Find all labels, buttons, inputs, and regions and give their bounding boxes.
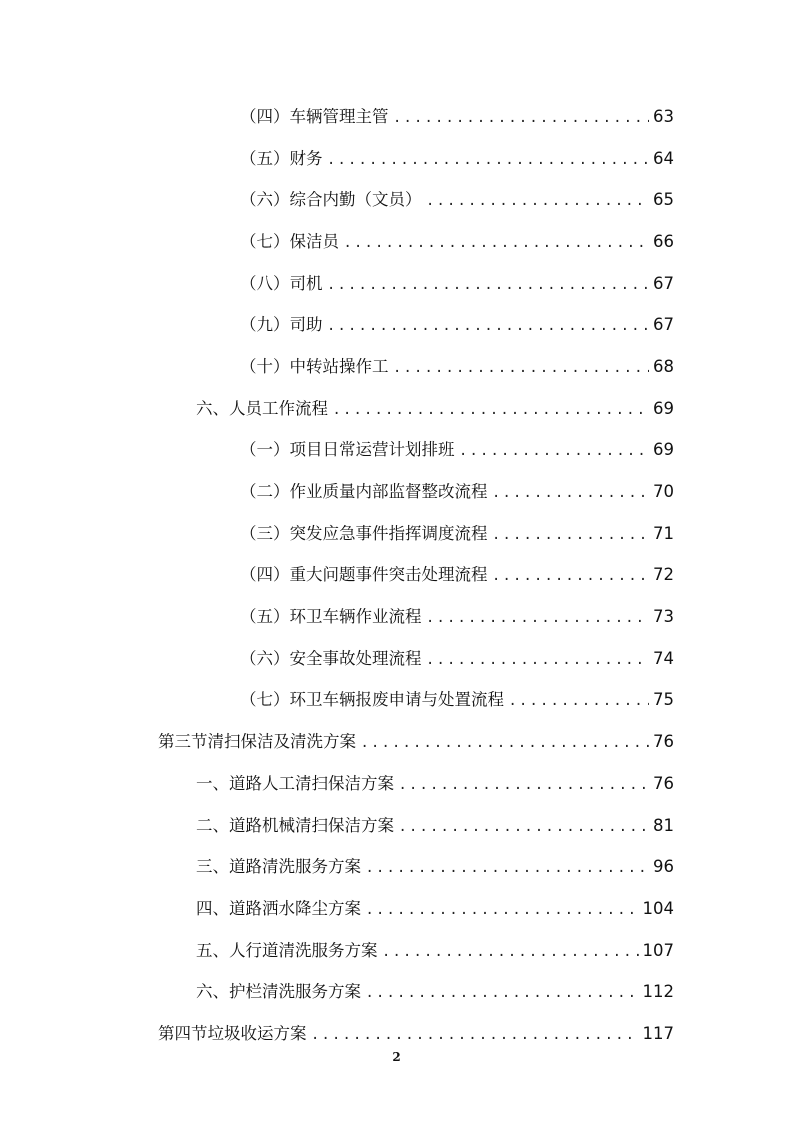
toc-entry-title: 重大问题事件突击处理流程 (289, 565, 488, 585)
dot-leader (345, 232, 649, 252)
toc-entry-title: 道路人工清扫保洁方案 (229, 773, 394, 793)
toc-entry-number: 六、 (196, 398, 229, 418)
toc-entry-page: 96 (653, 857, 674, 877)
toc-entry-number: （五） (240, 148, 290, 168)
toc-entry-page: 70 (653, 482, 674, 502)
dot-leader (367, 857, 649, 877)
toc-entry-title: 道路洒水降尘方案 (229, 898, 361, 918)
toc-entry-page: 73 (653, 607, 674, 627)
toc-entry-number: （六） (240, 190, 290, 210)
toc-entry-page: 72 (653, 565, 674, 585)
toc-entry-page: 66 (653, 231, 674, 251)
toc-entry-number: （四） (240, 565, 290, 585)
toc-entry[interactable] (0, 388, 793, 430)
toc-entry-number: （七） (240, 231, 290, 251)
toc-entry-title: 车辆管理主管 (289, 106, 389, 126)
toc-entry-number: 第三节 (158, 732, 208, 752)
toc-entry-number: 六、 (196, 982, 229, 1002)
toc-entry[interactable] (0, 805, 793, 847)
toc-entry-page: 67 (653, 315, 674, 335)
toc-entry-title: 安全事故处理流程 (289, 648, 422, 668)
toc-entry[interactable] (0, 513, 793, 555)
toc-entry-page: 104 (642, 898, 674, 918)
toc-entry-number: （六） (240, 648, 290, 668)
toc-entry[interactable] (0, 888, 793, 930)
toc-entry-title: 环卫车辆作业流程 (289, 607, 422, 627)
toc-entry-title: 综合内勤（文员） (289, 190, 422, 210)
dot-leader (510, 690, 649, 710)
toc-entry[interactable] (0, 846, 793, 888)
toc-entry-title: 垃圾收运方案 (207, 1023, 307, 1043)
toc-entry-number: 五、 (196, 940, 229, 960)
toc-entry-title: 清扫保洁及清洗方案 (207, 732, 356, 752)
toc-entry-title: 道路机械清扫保洁方案 (229, 815, 394, 835)
toc-entry-title: 作业质量内部监督整改流程 (289, 482, 488, 502)
toc-entry-title: 中转站操作工 (289, 356, 389, 376)
dot-leader (329, 149, 650, 169)
toc-entry[interactable] (0, 1013, 793, 1055)
dot-leader (428, 190, 650, 210)
toc-entry-page: 117 (642, 1023, 674, 1043)
toc-entry-page: 65 (653, 190, 674, 210)
toc-entry-number: （七） (240, 690, 290, 710)
toc-entry-page: 107 (642, 940, 674, 960)
toc-entry-title: 司助 (289, 315, 323, 335)
toc-entry-title: 财务 (289, 148, 323, 168)
toc-entry-number: （五） (240, 607, 290, 627)
dot-leader (329, 274, 650, 294)
toc-entry[interactable] (0, 971, 793, 1013)
toc-entry-number: （一） (240, 440, 290, 460)
toc-entry[interactable] (0, 930, 793, 972)
toc-entry[interactable] (0, 471, 793, 513)
toc-entry-title: 项目日常运营计划排班 (289, 440, 455, 460)
toc-entry-page: 76 (653, 732, 674, 752)
dot-leader (367, 982, 639, 1002)
toc-entry-title: 人员工作流程 (229, 398, 328, 418)
toc-entry-page: 69 (653, 440, 674, 460)
toc-entry-number: 二、 (196, 815, 229, 835)
dot-leader (494, 524, 650, 544)
toc-entry-page: 63 (653, 106, 674, 126)
toc-entry-number: （十） (240, 356, 290, 376)
toc-entry[interactable] (0, 179, 793, 221)
toc-entry-number: 四、 (196, 898, 229, 918)
toc-entry[interactable] (0, 763, 793, 805)
dot-leader (494, 482, 650, 502)
dot-leader (384, 941, 639, 961)
toc-entry-title: 司机 (289, 273, 323, 293)
dot-leader (400, 774, 649, 794)
toc-entry[interactable] (0, 96, 793, 138)
dot-leader (395, 107, 650, 127)
toc-entry-title: 人行道清洗服务方案 (229, 940, 378, 960)
toc-entry-page: 112 (642, 982, 674, 1002)
toc-entry-title: 保洁员 (289, 231, 339, 251)
dot-leader (428, 607, 650, 627)
table-of-contents (0, 96, 793, 1055)
toc-entry-page: 74 (653, 648, 674, 668)
toc-entry[interactable] (0, 138, 793, 180)
toc-entry-number: （三） (240, 523, 290, 543)
toc-entry[interactable] (0, 721, 793, 763)
toc-entry[interactable] (0, 596, 793, 638)
toc-entry[interactable] (0, 680, 793, 722)
toc-entry-page: 64 (653, 148, 674, 168)
toc-entry-title: 护栏清洗服务方案 (229, 982, 361, 1002)
dot-leader (428, 649, 650, 669)
dot-leader (362, 732, 649, 752)
dot-leader (461, 440, 650, 460)
page-number: 2 (392, 1050, 401, 1064)
toc-entry-number: 三、 (196, 857, 229, 877)
toc-entry[interactable] (0, 638, 793, 680)
toc-entry-number: 第四节 (158, 1023, 208, 1043)
dot-leader (313, 1024, 639, 1044)
toc-entry[interactable] (0, 430, 793, 472)
toc-entry-page: 68 (653, 356, 674, 376)
toc-entry-page: 75 (653, 690, 674, 710)
toc-entry-number: （四） (240, 106, 290, 126)
toc-entry-page: 76 (653, 773, 674, 793)
toc-entry-number: 一、 (196, 773, 229, 793)
toc-entry[interactable] (0, 304, 793, 346)
dot-leader (395, 357, 650, 377)
toc-entry-number: （二） (240, 482, 290, 502)
toc-entry[interactable] (0, 555, 793, 597)
toc-entry-page: 69 (653, 398, 674, 418)
dot-leader (329, 315, 650, 335)
dot-leader (494, 565, 650, 585)
toc-entry-page: 71 (653, 523, 674, 543)
dot-leader (367, 899, 639, 919)
toc-entry-number: （八） (240, 273, 290, 293)
toc-entry-title: 环卫车辆报废申请与处置流程 (289, 690, 504, 710)
toc-entry-number: （九） (240, 315, 290, 335)
toc-entry[interactable] (0, 346, 793, 388)
toc-entry[interactable] (0, 221, 793, 263)
dot-leader (334, 399, 649, 419)
dot-leader (400, 816, 649, 836)
toc-entry-page: 67 (653, 273, 674, 293)
toc-entry[interactable] (0, 263, 793, 305)
toc-entry-page: 81 (653, 815, 674, 835)
toc-entry-title: 突发应急事件指挥调度流程 (289, 523, 488, 543)
toc-entry-title: 道路清洗服务方案 (229, 857, 361, 877)
